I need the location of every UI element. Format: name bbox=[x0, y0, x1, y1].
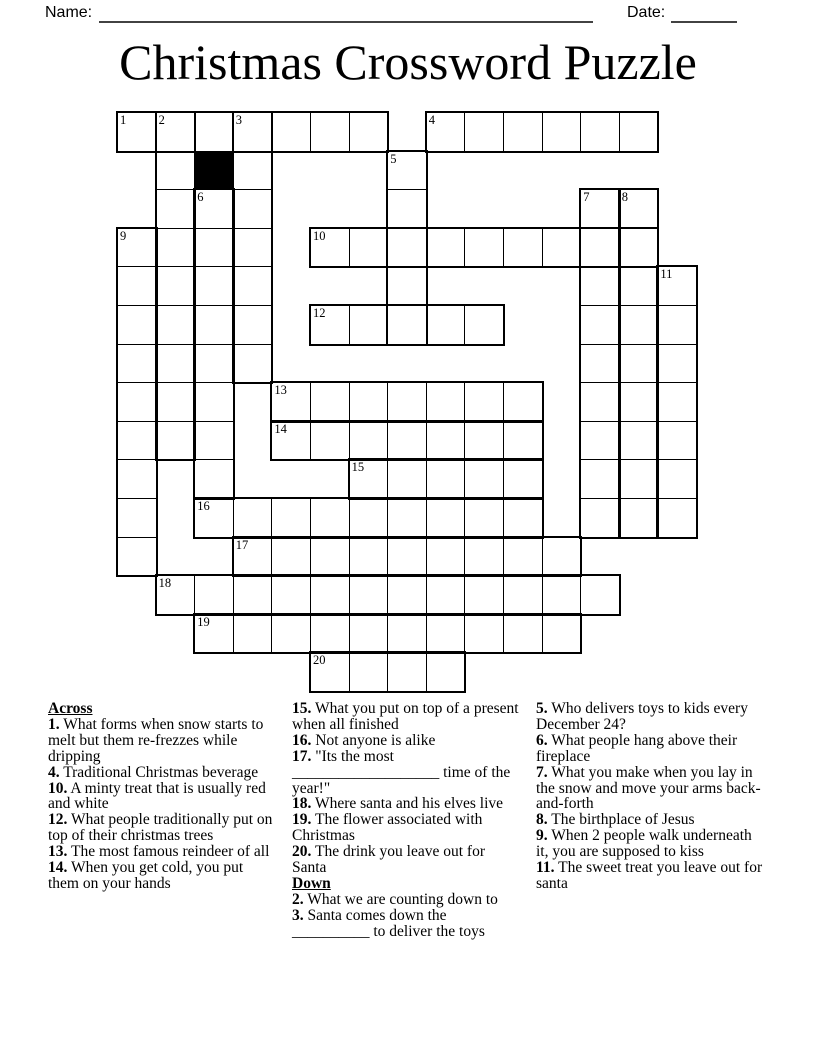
name-label: Name: bbox=[45, 4, 93, 21]
across-heading: Across bbox=[48, 700, 93, 717]
cell-number: 1 bbox=[120, 113, 127, 127]
grid-cell[interactable] bbox=[117, 382, 157, 422]
grid-cell[interactable] bbox=[156, 189, 196, 229]
grid-cell[interactable] bbox=[503, 421, 543, 461]
grid-cell[interactable] bbox=[194, 575, 234, 615]
grid-cell[interactable] bbox=[619, 189, 659, 229]
clue-number: 1. bbox=[48, 715, 60, 733]
grid-cell[interactable] bbox=[580, 459, 620, 499]
grid-cell[interactable] bbox=[580, 112, 620, 152]
grid-cell[interactable] bbox=[349, 575, 389, 615]
grid-cell[interactable] bbox=[503, 459, 543, 499]
grid-cell[interactable] bbox=[117, 228, 157, 268]
clue-number: 15. bbox=[292, 700, 312, 717]
grid-cell[interactable] bbox=[156, 305, 196, 345]
grid-cell[interactable] bbox=[387, 151, 427, 191]
grid-cell[interactable] bbox=[349, 614, 389, 654]
grid-cell[interactable] bbox=[387, 498, 427, 538]
grid-cell[interactable] bbox=[387, 305, 427, 345]
grid-cell[interactable] bbox=[387, 459, 427, 499]
grid-cell[interactable] bbox=[310, 305, 350, 345]
grid-cell[interactable] bbox=[194, 614, 234, 654]
clue-across-16: 16. Not anyone is alike bbox=[292, 731, 436, 749]
cell-number: 8 bbox=[621, 190, 629, 205]
grid-cell[interactable] bbox=[464, 575, 504, 615]
grid-cell[interactable] bbox=[233, 151, 273, 191]
grid-cell[interactable] bbox=[426, 382, 466, 422]
clues-column-1 bbox=[48, 701, 276, 892]
grid-cell[interactable] bbox=[426, 421, 466, 461]
clue-across-18: 18. Where santa and his elves live bbox=[292, 795, 504, 813]
grid-cell[interactable] bbox=[619, 459, 659, 499]
grid-cell[interactable] bbox=[619, 498, 659, 538]
grid-cell[interactable] bbox=[271, 575, 311, 615]
grid-cell[interactable] bbox=[349, 421, 389, 461]
grid-cell[interactable] bbox=[194, 421, 234, 461]
cell-number: 6 bbox=[197, 190, 204, 205]
cell-number: 15 bbox=[351, 460, 365, 475]
date-label: Date: bbox=[627, 4, 666, 21]
grid-cell[interactable] bbox=[233, 575, 273, 615]
grid-cell[interactable] bbox=[387, 575, 427, 615]
grid-cell[interactable] bbox=[619, 344, 659, 384]
grid-cell[interactable] bbox=[619, 382, 659, 422]
grid-cell[interactable] bbox=[464, 382, 504, 422]
grid-cell[interactable] bbox=[542, 537, 582, 577]
clue-number: 10. bbox=[48, 779, 68, 797]
grid-cell[interactable] bbox=[580, 189, 620, 229]
grid-cell[interactable] bbox=[117, 344, 157, 384]
grid-cell[interactable] bbox=[194, 228, 234, 268]
grid-cell[interactable] bbox=[271, 498, 311, 538]
grid-cell[interactable] bbox=[542, 228, 582, 268]
grid-cell[interactable] bbox=[156, 382, 196, 422]
grid-cell[interactable] bbox=[271, 112, 311, 152]
cell-number: 9 bbox=[120, 228, 127, 243]
clue-across-10: 10. A minty treat that is usually red and white bbox=[48, 779, 266, 813]
grid-cell[interactable] bbox=[233, 228, 273, 268]
grid-cell[interactable] bbox=[117, 112, 157, 152]
clue-down-9: 9. When 2 people walk underneath it, you are supposed to kiss bbox=[536, 827, 752, 861]
grid-cell[interactable] bbox=[233, 305, 273, 345]
grid-cell[interactable] bbox=[310, 652, 350, 692]
clue-down-11: 11. The sweet treat you leave out for santa bbox=[536, 859, 763, 892]
grid-cell[interactable] bbox=[117, 537, 157, 577]
grid-cell[interactable] bbox=[503, 575, 543, 615]
cell-number: 11 bbox=[660, 267, 673, 282]
clue-down-2: 2. What we are counting down to bbox=[292, 890, 498, 908]
grid-cell[interactable] bbox=[387, 382, 427, 422]
grid-cell[interactable] bbox=[503, 228, 543, 268]
grid-cell[interactable] bbox=[387, 537, 427, 577]
grid-cell[interactable] bbox=[580, 228, 620, 268]
grid-cell[interactable] bbox=[271, 382, 311, 422]
grid-cell[interactable] bbox=[271, 614, 311, 654]
grid-cell[interactable] bbox=[464, 459, 504, 499]
grid-cell[interactable] bbox=[657, 459, 697, 499]
grid-cell[interactable] bbox=[310, 112, 350, 152]
grid-cell[interactable] bbox=[156, 228, 196, 268]
grid-cell[interactable] bbox=[580, 575, 620, 615]
cell-number: 18 bbox=[158, 576, 172, 591]
grid-cell[interactable] bbox=[464, 421, 504, 461]
clue-across-1: 1. What forms when snow starts to melt but them re-frezzes while dripping bbox=[48, 715, 264, 765]
cell-number: 19 bbox=[197, 614, 210, 629]
grid-cell[interactable] bbox=[657, 421, 697, 461]
grid-cell[interactable] bbox=[580, 498, 620, 538]
grid-cell[interactable] bbox=[464, 305, 504, 345]
grid-cell[interactable] bbox=[349, 652, 389, 692]
clue-number: 20. bbox=[292, 843, 312, 861]
clue-number: 6. bbox=[536, 731, 548, 749]
clue-down-8: 8. The birthplace of Jesus bbox=[536, 811, 695, 829]
grid-cell[interactable] bbox=[542, 112, 582, 152]
grid-cell[interactable] bbox=[426, 498, 466, 538]
grid-cell[interactable] bbox=[310, 537, 350, 577]
clue-number: 19. bbox=[292, 811, 312, 829]
grid-cell[interactable] bbox=[349, 537, 389, 577]
grid-cell[interactable] bbox=[194, 112, 234, 152]
clue-number: 3. bbox=[292, 906, 304, 924]
clue-across-19: 19. The flower associated with Christmas bbox=[292, 811, 483, 845]
grid-cell[interactable] bbox=[233, 498, 273, 538]
grid-cell[interactable] bbox=[503, 614, 543, 654]
clue-number: 11. bbox=[536, 859, 555, 877]
grid-cell[interactable] bbox=[657, 344, 697, 384]
cell-number: 3 bbox=[235, 113, 243, 127]
grid-cell[interactable] bbox=[619, 266, 659, 306]
grid-cell[interactable] bbox=[156, 575, 196, 615]
grid-cell[interactable] bbox=[464, 498, 504, 538]
grid-cell[interactable] bbox=[233, 614, 273, 654]
clue-across-20: 20. The drink you leave out for Santa bbox=[292, 843, 485, 877]
clue-down-3: 3. Santa comes down the __________ to deliver the toys bbox=[292, 906, 485, 940]
grid-cell[interactable] bbox=[310, 575, 350, 615]
grid-cell[interactable] bbox=[156, 112, 196, 152]
grid-cell[interactable] bbox=[117, 498, 157, 538]
cell-number: 5 bbox=[390, 151, 397, 166]
grid-cell[interactable] bbox=[387, 228, 427, 268]
clue-across-12: 12. What people traditionally put on top of their christmas trees bbox=[48, 811, 273, 845]
clue-number: 5. bbox=[536, 700, 548, 717]
grid-cell[interactable] bbox=[426, 575, 466, 615]
grid-cell[interactable] bbox=[619, 112, 659, 152]
grid-cell[interactable] bbox=[387, 189, 427, 229]
grid-cell[interactable] bbox=[426, 652, 466, 692]
grid-cell[interactable] bbox=[233, 112, 273, 152]
grid-cell[interactable] bbox=[387, 421, 427, 461]
grid-cell[interactable] bbox=[310, 228, 350, 268]
grid-cell[interactable] bbox=[194, 498, 234, 538]
grid-cell[interactable] bbox=[349, 459, 389, 499]
cell-number: 2 bbox=[158, 113, 165, 127]
grid-cell[interactable] bbox=[156, 266, 196, 306]
clue-down-5: 5. Who delivers toys to kids every December 24? bbox=[536, 700, 748, 733]
name-blank-line[interactable] bbox=[99, 3, 593, 23]
cell-number: 10 bbox=[313, 228, 326, 243]
clue-across-4: 4. Traditional Christmas beverage bbox=[48, 763, 259, 781]
grid-cell[interactable] bbox=[310, 498, 350, 538]
grid-cell[interactable] bbox=[271, 537, 311, 577]
grid-cell[interactable] bbox=[117, 421, 157, 461]
grid-cell[interactable] bbox=[156, 344, 196, 384]
grid-cell[interactable] bbox=[310, 421, 350, 461]
grid-cell[interactable] bbox=[426, 228, 466, 268]
grid-cell[interactable] bbox=[657, 305, 697, 345]
cell-number: 16 bbox=[197, 499, 210, 513]
clue-across-14: 14. When you get cold, you put them on your hands bbox=[48, 859, 244, 892]
grid-cell[interactable] bbox=[426, 112, 466, 152]
grid-cell[interactable] bbox=[233, 266, 273, 306]
grid-cell[interactable] bbox=[426, 614, 466, 654]
grid-cell[interactable] bbox=[503, 382, 543, 422]
grid-cell[interactable] bbox=[464, 228, 504, 268]
clue-number: 2. bbox=[292, 890, 304, 908]
clue-across-15: 15. What you put on top of a present when all finished bbox=[292, 700, 519, 733]
clue-number: 8. bbox=[536, 811, 548, 829]
grid-cell[interactable] bbox=[271, 421, 311, 461]
cell-number: 4 bbox=[428, 113, 436, 127]
grid-cell[interactable] bbox=[117, 266, 157, 306]
grid-cell[interactable] bbox=[426, 459, 466, 499]
grid-cell[interactable] bbox=[387, 266, 427, 306]
grid-cell[interactable] bbox=[156, 421, 196, 461]
down-heading: Down bbox=[292, 874, 331, 892]
grid-cell[interactable] bbox=[580, 344, 620, 384]
grid-cell[interactable] bbox=[117, 305, 157, 345]
cell-number: 13 bbox=[274, 383, 287, 398]
clue-number: 12. bbox=[48, 811, 68, 829]
grid-cell[interactable] bbox=[580, 266, 620, 306]
date-blank-line[interactable] bbox=[671, 3, 737, 23]
grid-cell[interactable] bbox=[349, 228, 389, 268]
grid-cell[interactable] bbox=[503, 537, 543, 577]
clue-number: 17. bbox=[292, 747, 312, 765]
grid-cell[interactable] bbox=[349, 112, 389, 152]
grid-cell[interactable] bbox=[387, 652, 427, 692]
black-cell bbox=[194, 151, 234, 191]
clue-across-13: 13. The most famous reindeer of all bbox=[48, 843, 270, 861]
clues-column-2 bbox=[292, 701, 520, 940]
clue-number: 18. bbox=[292, 795, 312, 813]
grid-cell[interactable] bbox=[657, 266, 697, 306]
page-title: Christmas Crossword Puzzle bbox=[119, 34, 697, 90]
grid-cell[interactable] bbox=[464, 614, 504, 654]
cell-number: 14 bbox=[274, 421, 287, 436]
grid-cell[interactable] bbox=[619, 305, 659, 345]
grid-cell[interactable] bbox=[194, 344, 234, 384]
grid-cell[interactable] bbox=[542, 575, 582, 615]
cell-number: 17 bbox=[235, 537, 249, 552]
clues-column-3 bbox=[536, 701, 764, 892]
grid-cell[interactable] bbox=[310, 614, 350, 654]
grid-cell[interactable] bbox=[156, 151, 196, 191]
grid-cell[interactable] bbox=[194, 382, 234, 422]
grid-cell[interactable] bbox=[503, 112, 543, 152]
cell-number: 12 bbox=[313, 306, 326, 320]
grid-cell[interactable] bbox=[426, 537, 466, 577]
cell-number: 20 bbox=[313, 653, 326, 668]
clue-down-6: 6. What people hang above their fireplace bbox=[536, 731, 738, 765]
grid-cell[interactable] bbox=[194, 305, 234, 345]
grid-cell[interactable] bbox=[580, 305, 620, 345]
clue-number: 7. bbox=[536, 763, 548, 781]
grid-cell[interactable] bbox=[580, 382, 620, 422]
clue-down-7: 7. What you make when you lay in the snow and move your arms back-and-forth bbox=[536, 763, 761, 813]
cell-number: 7 bbox=[583, 190, 590, 205]
grid-cell[interactable] bbox=[619, 421, 659, 461]
grid-cell[interactable] bbox=[233, 189, 273, 229]
grid-cell[interactable] bbox=[349, 382, 389, 422]
grid-cell[interactable] bbox=[194, 266, 234, 306]
grid-cell[interactable] bbox=[657, 498, 697, 538]
grid-cell[interactable] bbox=[310, 382, 350, 422]
clue-number: 4. bbox=[48, 763, 60, 781]
clue-number: 13. bbox=[48, 843, 68, 861]
grid-cell[interactable] bbox=[503, 498, 543, 538]
grid-cell[interactable] bbox=[426, 305, 466, 345]
grid-cell[interactable] bbox=[349, 498, 389, 538]
grid-cell[interactable] bbox=[657, 382, 697, 422]
grid-cell[interactable] bbox=[233, 344, 273, 384]
grid-cell[interactable] bbox=[194, 459, 234, 499]
grid-cell[interactable] bbox=[194, 189, 234, 229]
grid-cell[interactable] bbox=[464, 112, 504, 152]
clue-across-17: 17. "Its the most ___________________ time of the year!" bbox=[292, 747, 511, 797]
grid-cell[interactable] bbox=[542, 614, 582, 654]
clue-number: 16. bbox=[292, 731, 312, 749]
grid-cell[interactable] bbox=[349, 305, 389, 345]
grid-cell[interactable] bbox=[387, 614, 427, 654]
grid-cell[interactable] bbox=[619, 228, 659, 268]
clue-number: 14. bbox=[48, 859, 68, 877]
grid-cell[interactable] bbox=[580, 421, 620, 461]
grid-cell[interactable] bbox=[117, 459, 157, 499]
grid-cell[interactable] bbox=[233, 537, 273, 577]
grid-cell[interactable] bbox=[464, 537, 504, 577]
clue-number: 9. bbox=[536, 827, 548, 845]
